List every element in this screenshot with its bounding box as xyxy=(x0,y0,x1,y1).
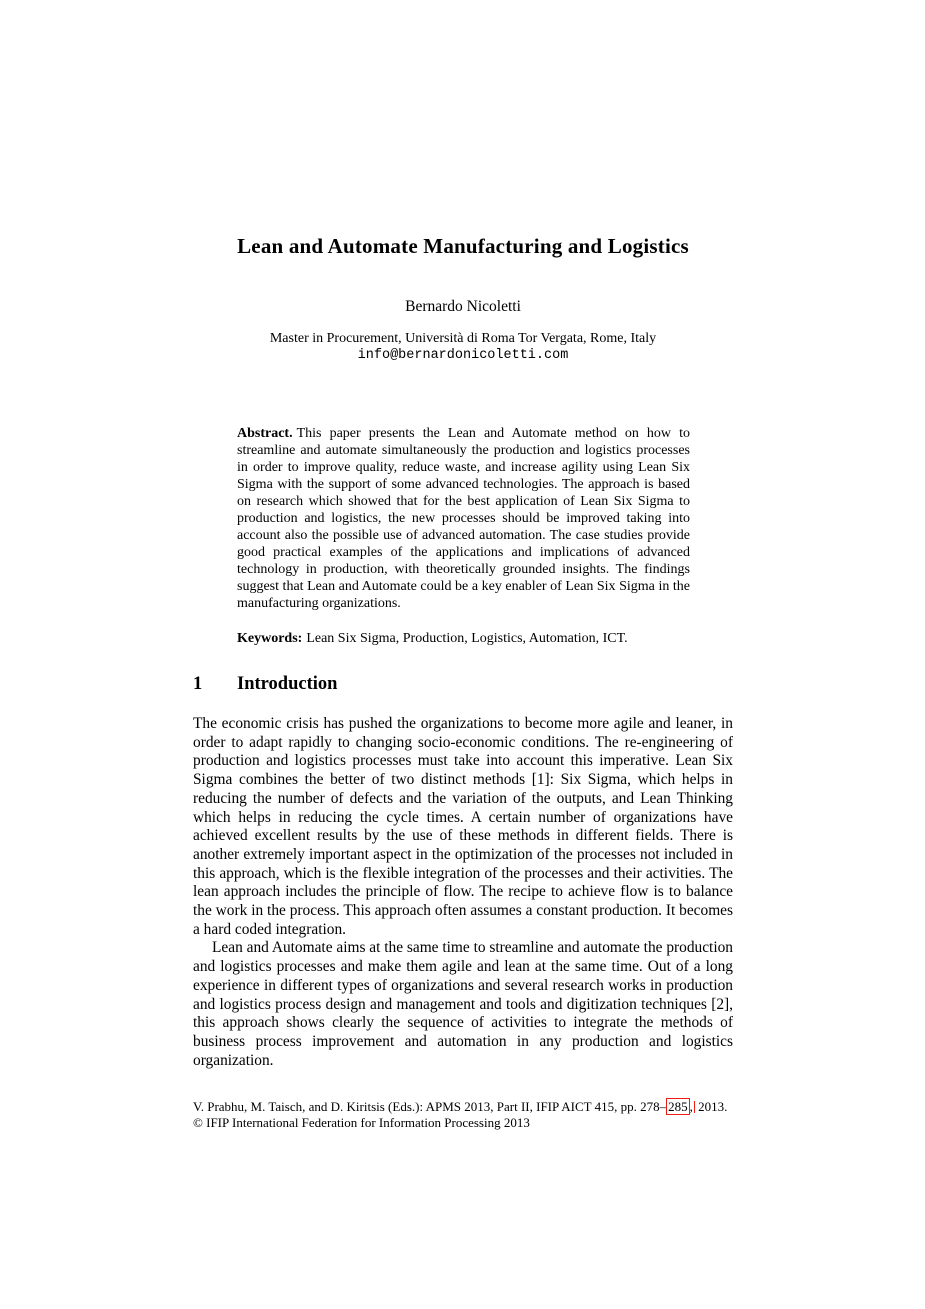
section-heading xyxy=(193,674,733,695)
email-address: info@bernardonicoletti.com xyxy=(357,348,569,363)
section-title: Introduction xyxy=(237,674,338,694)
paragraph: The economic crisis has pushed the organizations to become more agile and leaner, in order to adapt rapidly to changing socio-economic conditions. The re-engineering of production and logistics processes must take into account this imperative. Lean Six Sigma combines the better of two distinct methods [1]: Six Sigma, which helps in reducing the number of defects and the variation of the outputs, and Lean Thinking which helps in reducing the cycle times. A certain number of organizations have achieved excellent results by the use of these methods in different fields. There is another extremely important aspect in the optimization of the processes not included in this approach, which is the flexible integration of the processes and their activities. The lean approach includes the principle of flow. The recipe to achieve flow is to balance the work in the process. This approach often assumes a constant production. It becomes a hard coded integration. xyxy=(193,715,733,938)
author-name: Bernardo Nicoletti xyxy=(405,298,521,315)
body-text xyxy=(193,715,733,1070)
footer-citation-line xyxy=(193,1099,733,1115)
page-number-link[interactable]: 285 xyxy=(668,1099,688,1114)
abstract-label: Abstract. xyxy=(237,426,293,441)
abstract-section xyxy=(237,425,690,612)
copyright-line: © IFIP International Federation for Information Processing 2013 xyxy=(193,1114,530,1130)
keywords-line xyxy=(237,630,690,647)
keywords-label: Keywords: xyxy=(237,631,303,646)
affiliation: Master in Procurement, Università di Roma Tor Vergata, Rome, Italy xyxy=(269,331,657,346)
keywords-text: Lean Six Sigma, Production, Logistics, Automation, ICT. xyxy=(306,631,628,646)
citation-text-after: 2013. xyxy=(694,1099,728,1114)
section-number: 1 xyxy=(193,674,203,694)
paragraph: Lean and Automate aims at the same time to streamline and automate the production and logistics processes and make them agile and lean at the same time. Out of a long experience in different types of organizations and several research works in production and logistics process design and management and tools and digitization techniques [2], this approach shows clearly the sequence of activities to integrate the methods of business process improvement and automation in any production and logistics organization. xyxy=(193,939,733,1069)
citation-text-before: V. Prabhu, M. Taisch, and D. Kiritsis (Eds.): APMS 2013, Part II, IFIP AICT 415, pp. 278– xyxy=(193,1099,667,1114)
footer xyxy=(193,1099,733,1130)
citation-comma: , xyxy=(689,1099,693,1114)
abstract-text: This paper presents the Lean and Automate method on how to streamline and automate simultaneously the production and logistics processes in order to improve quality, reduce waste, and increase agility using Lean Six Sigma with the support of some advanced technologies. The approach is based on research which showed that for the best application of Lean Six Sigma to production and logistics, the new processes should be improved taking into account also the possible use of advanced automation. The case studies provide good practical examples of the applications and implications of advanced technology in production, with theoretically grounded insights. The findings suggest that Lean and Automate could be a key enabler of Lean Six Sigma in the manufacturing organizations. xyxy=(237,426,690,611)
paper-title: Lean and Automate Manufacturing and Logistics xyxy=(237,234,689,258)
